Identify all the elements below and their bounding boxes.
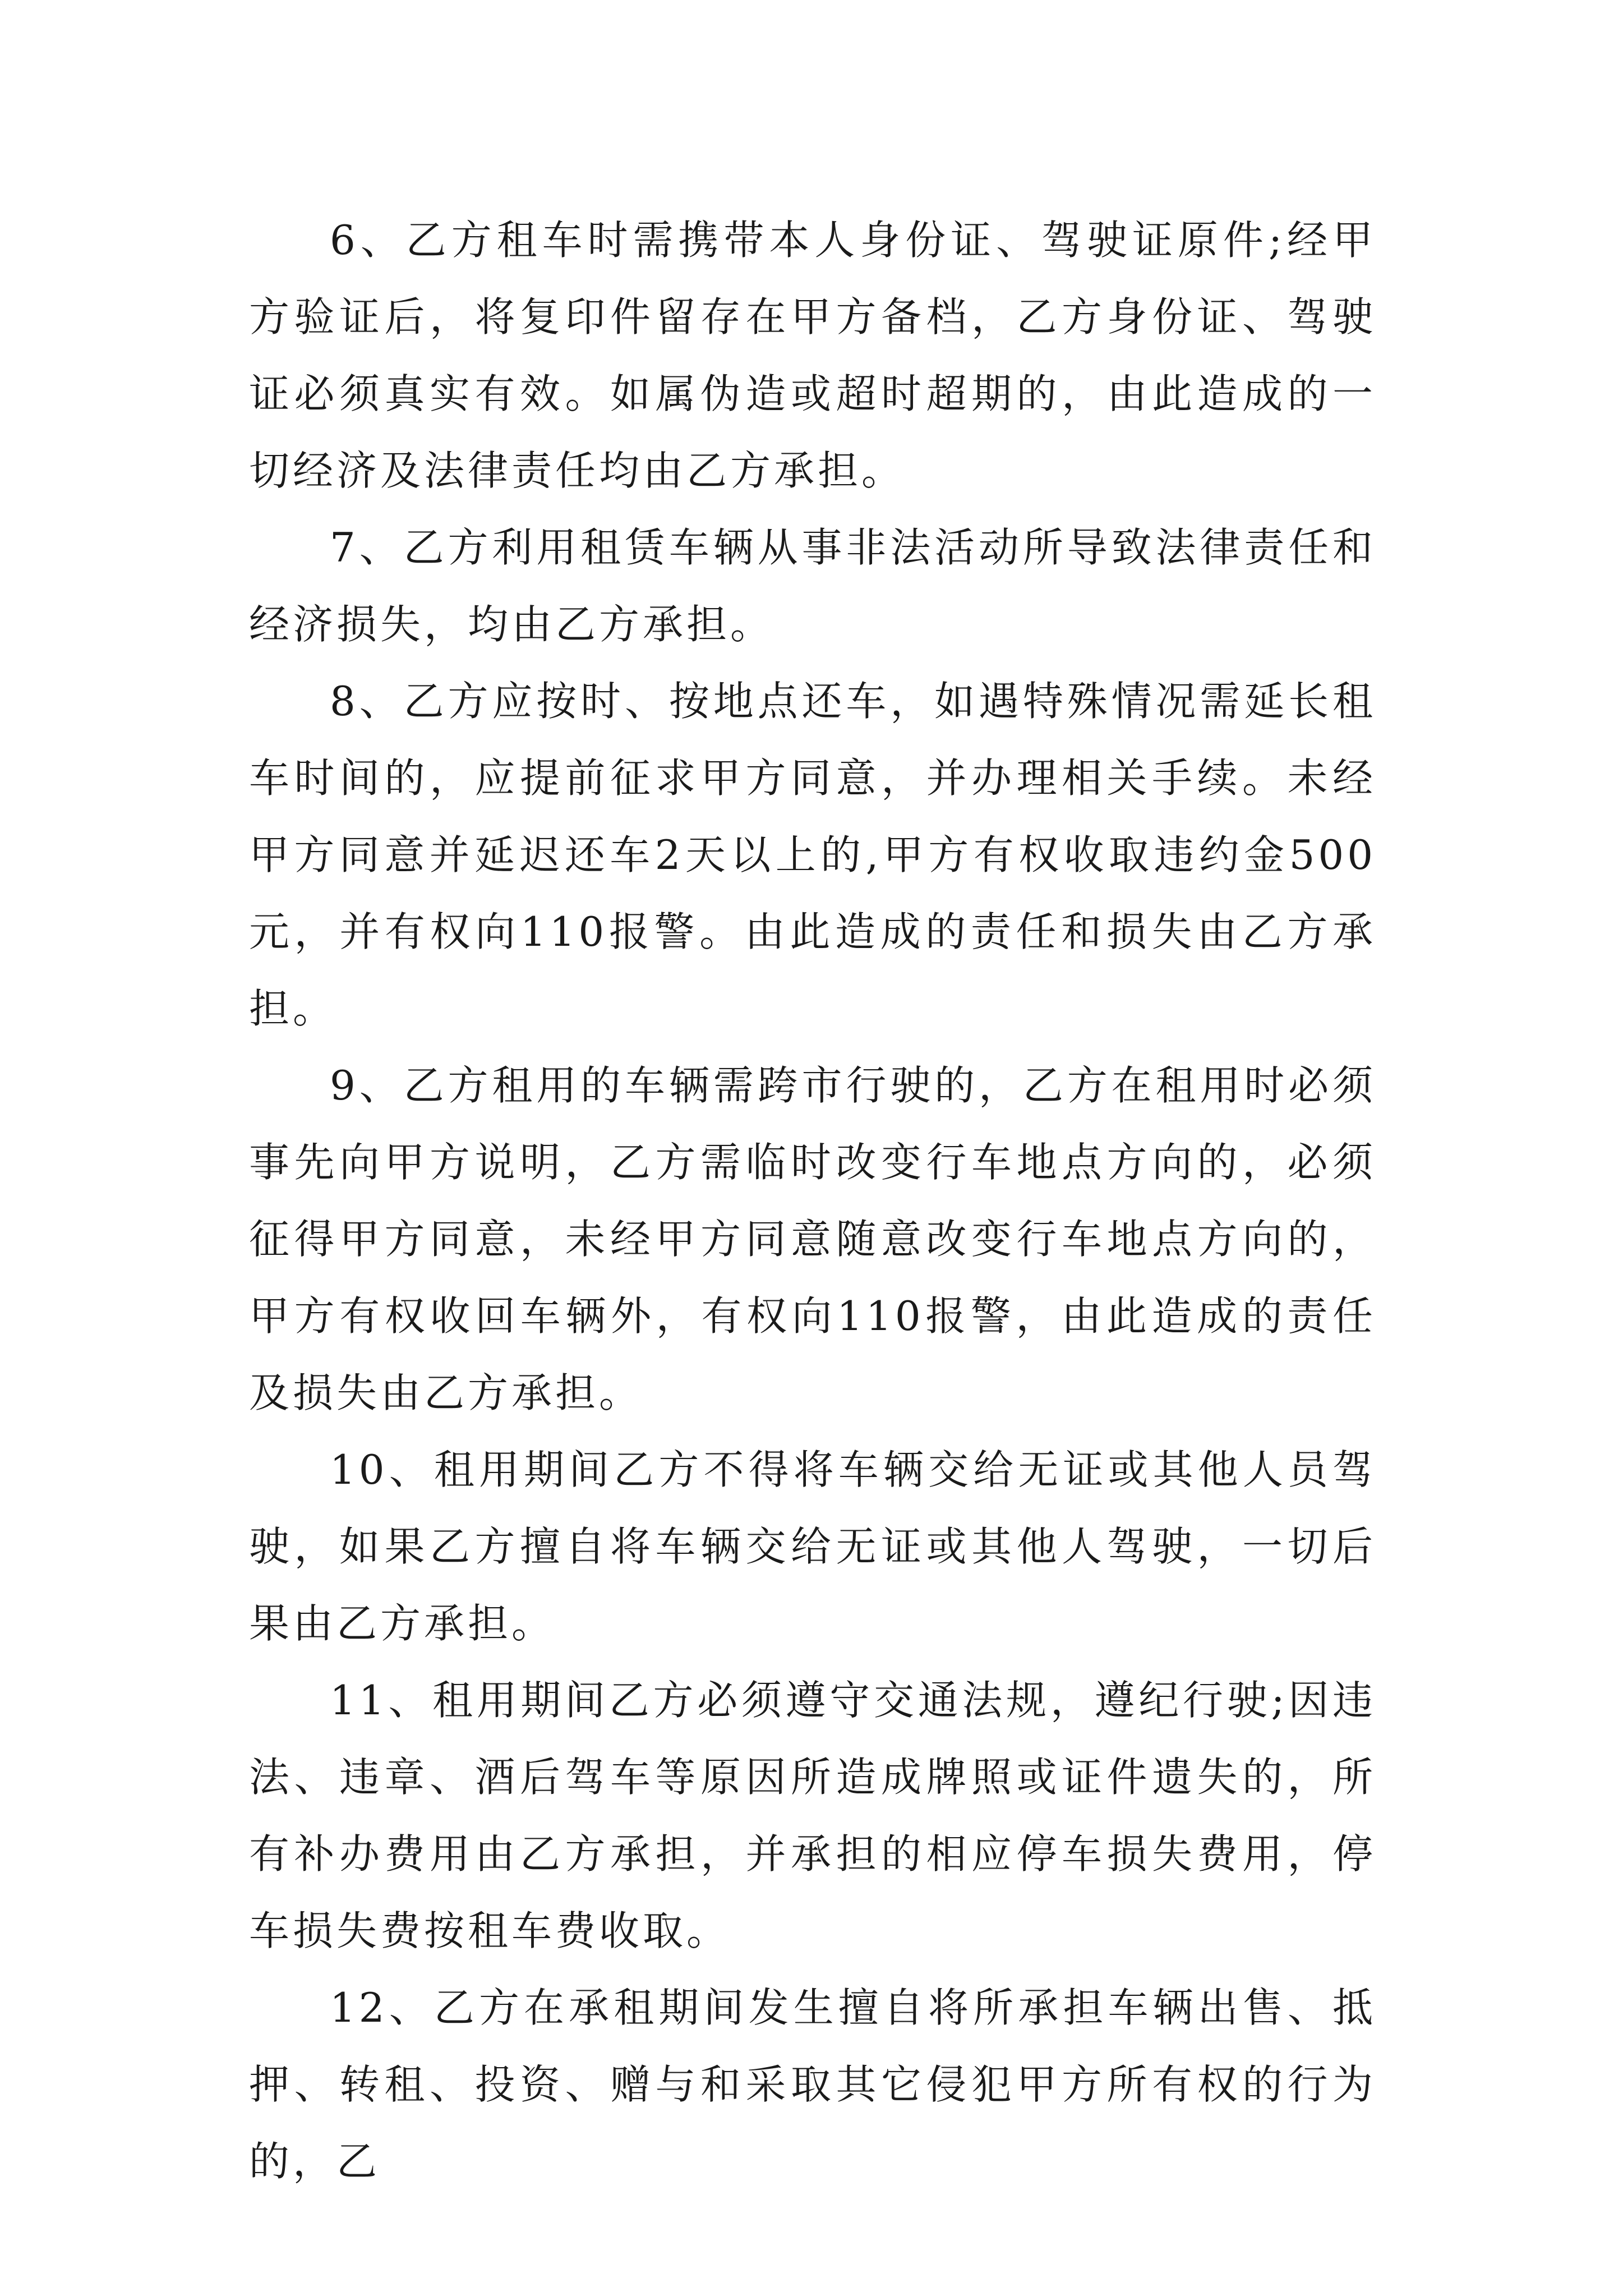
- clause-7-paragraph: 7、乙方利用租赁车辆从事非法活动所导致法律责任和经济损失，均由乙方承担。: [249, 524, 1376, 648]
- clause-11-paragraph: 11、租用期间乙方必须遵守交通法规，遵纪行驶;因违法、违章、酒后驾车等原因所造成牌照或证件遗失的，所有补办费用由乙方承担，并承担的相应停车损失费用，停车损失费按租车费收取。: [249, 1677, 1376, 1954]
- document-body: [249, 202, 1376, 2200]
- clause-12-paragraph: 12、乙方在承租期间发生擅自将所承担车辆出售、抵押、转租、投资、赠与和采取其它侵犯甲方所有权的行为的，乙: [249, 1984, 1376, 2185]
- clause-8-paragraph: 8、乙方应按时、按地点还车，如遇特殊情况需延长租车时间的，应提前征求甲方同意，并办理相关手续。未经甲方同意并延迟还车2天以上的,甲方有权收取违约金500元，并有权向110报警。由此造成的责任和损失由乙方承担。: [249, 678, 1376, 1032]
- clause-9-paragraph: 9、乙方租用的车辆需跨市行驶的，乙方在租用时必须事先向甲方说明，乙方需临时改变行车地点方向的，必须征得甲方同意，未经甲方同意随意改变行车地点方向的，甲方有权收回车辆外，有权向110报警，由此造成的责任及损失由乙方承担。: [249, 1062, 1376, 1416]
- clause-10-paragraph: 10、租用期间乙方不得将车辆交给无证或其他人员驾驶，如果乙方擅自将车辆交给无证或其他人驾驶，一切后果由乙方承担。: [249, 1446, 1376, 1647]
- clause-6-paragraph: 6、乙方租车时需携带本人身份证、驾驶证原件;经甲方验证后，将复印件留存在甲方备档，乙方身份证、驾驶证必须真实有效。如属伪造或超时超期的，由此造成的一切经济及法律责任均由乙方承担。: [249, 217, 1376, 494]
